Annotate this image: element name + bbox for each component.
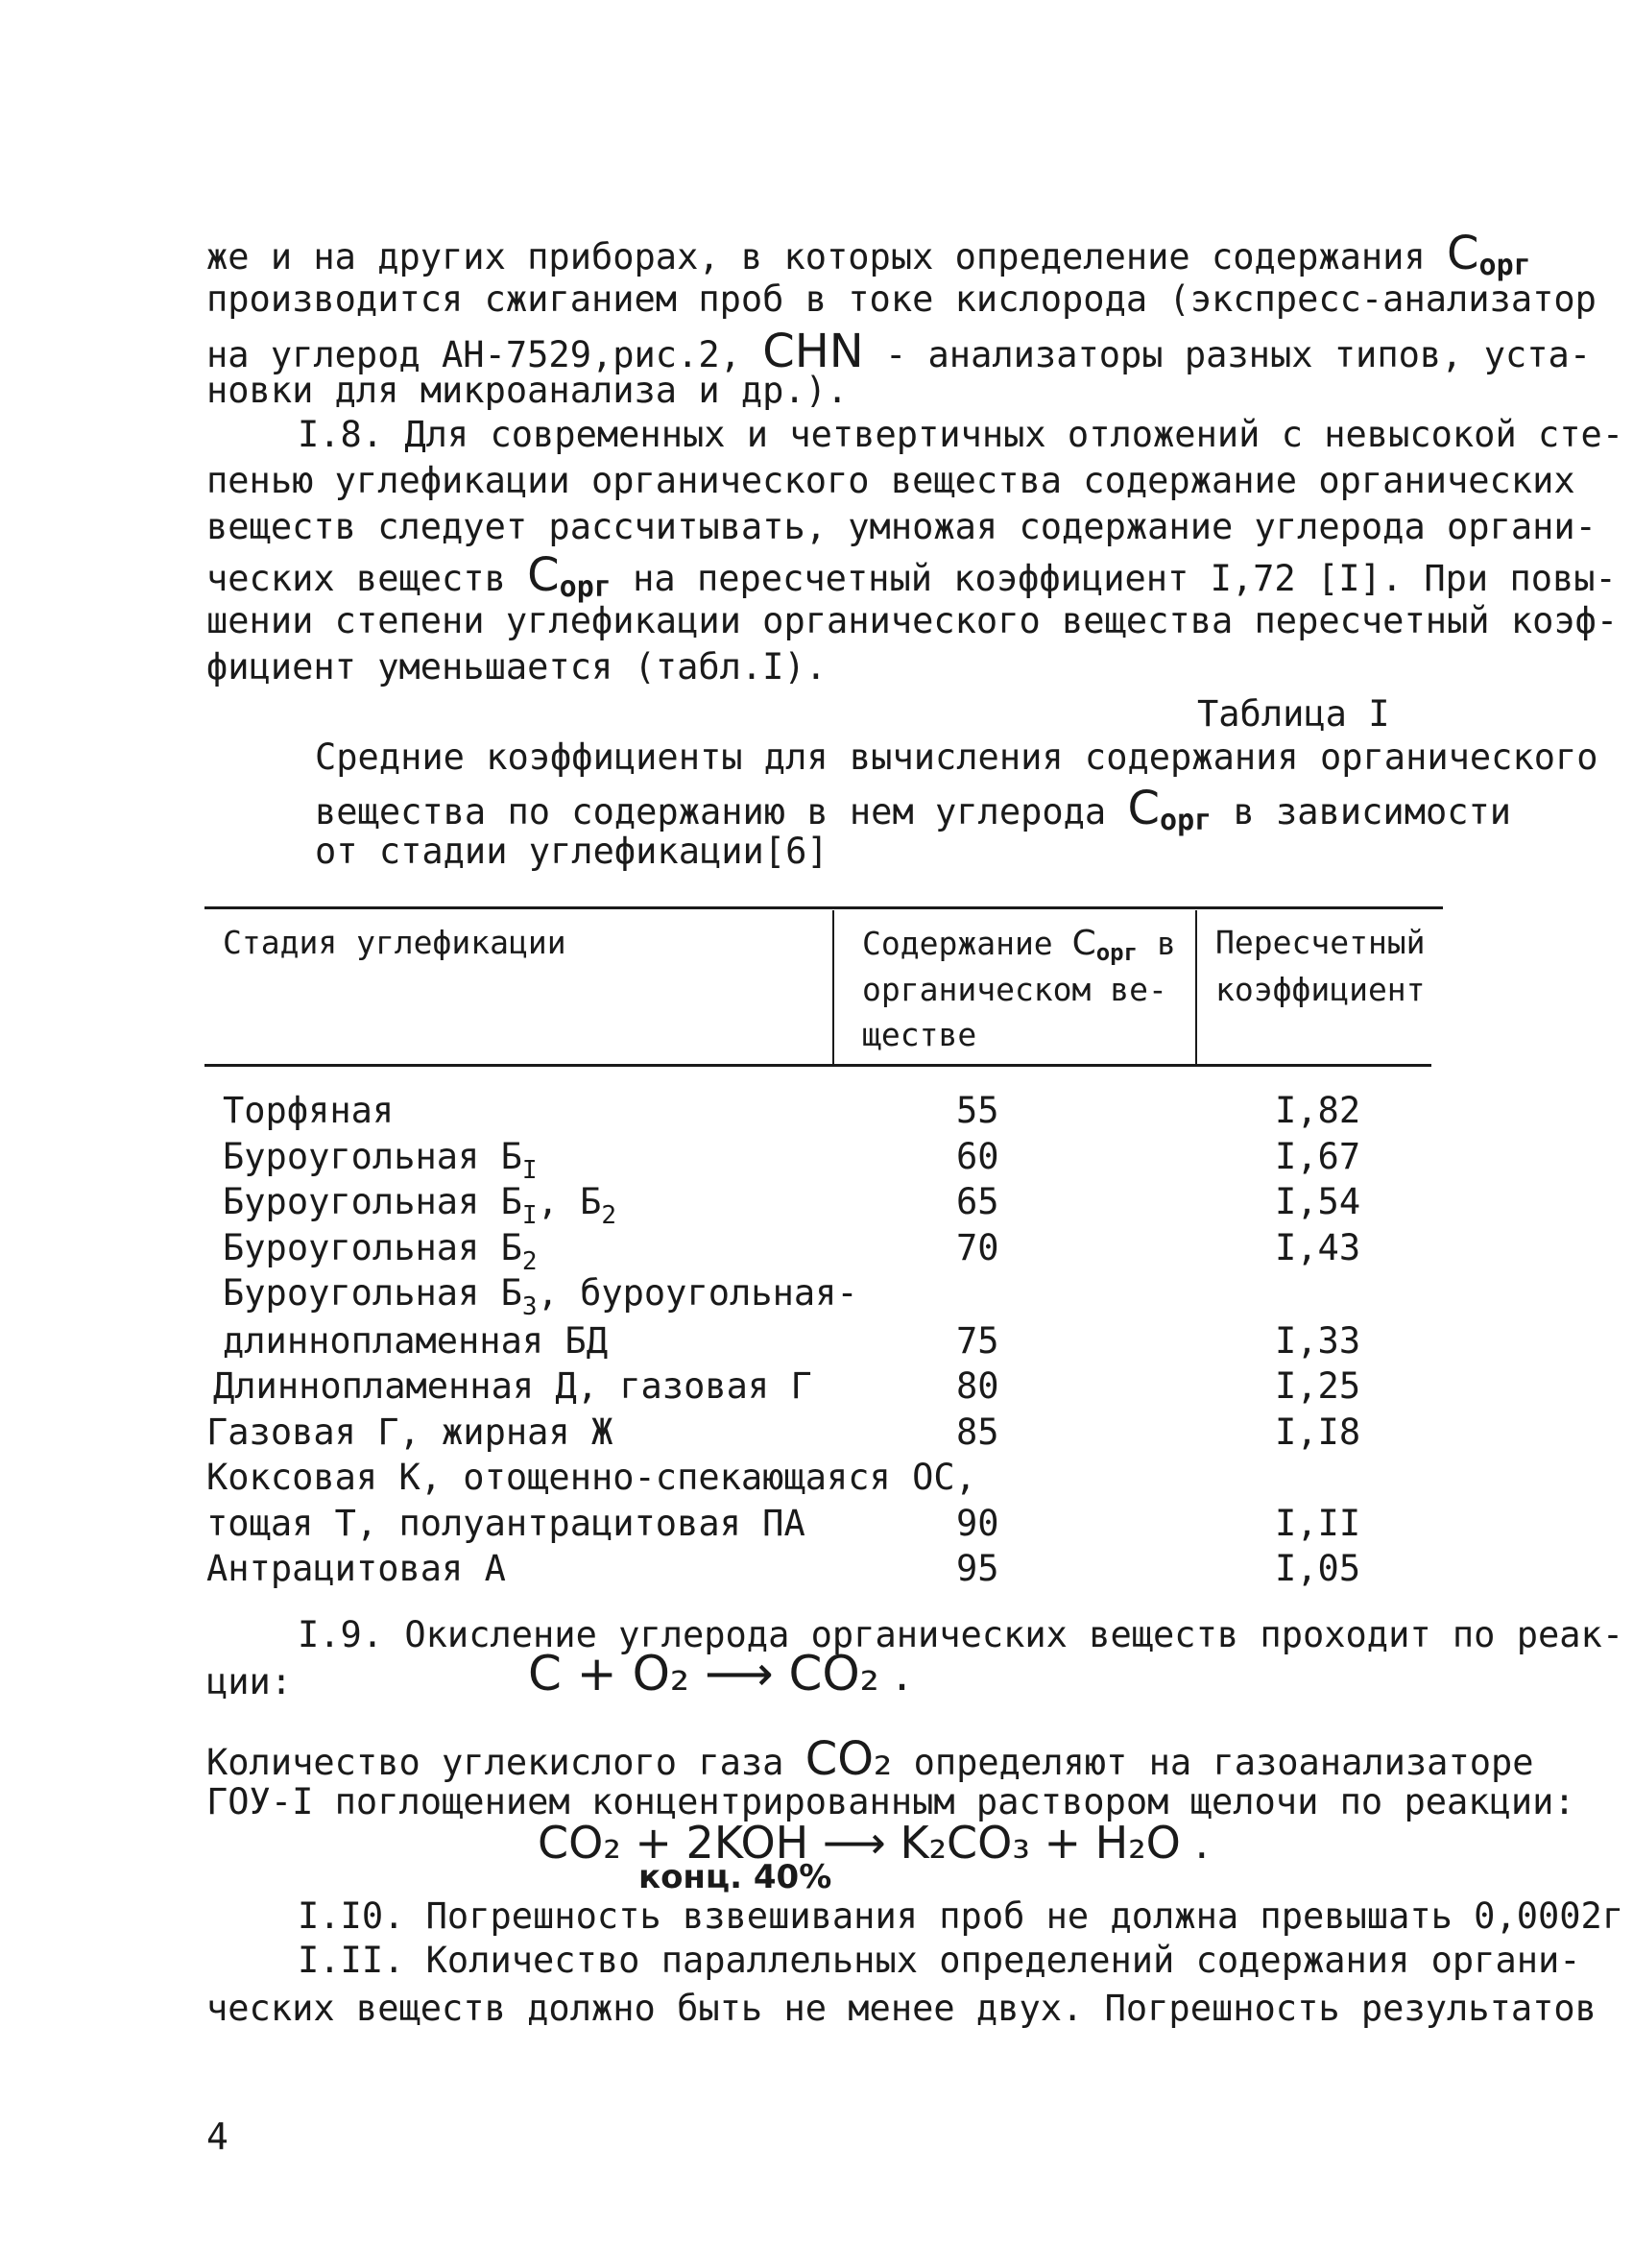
row-name-subscript: 2 bbox=[521, 1247, 538, 1276]
table-row-coef: I,67 bbox=[1275, 1136, 1361, 1177]
row-name-subscript-b: 2 bbox=[601, 1201, 617, 1230]
header-coefficient-line-2: коэффициент bbox=[1215, 971, 1426, 1008]
table-row-coef: I,I8 bbox=[1275, 1411, 1361, 1453]
intro-line-1 bbox=[206, 227, 1531, 282]
co2-text-1b: определяют на газоанализаторе bbox=[913, 1742, 1534, 1783]
co2-line-1 bbox=[206, 1732, 1534, 1786]
table-caption-3: от стадии углефикации[6] bbox=[315, 831, 829, 872]
table-row-coef: I,33 bbox=[1275, 1320, 1361, 1362]
para18-line-2: пенью углефикации органического вещества содержание органических bbox=[206, 460, 1575, 501]
table-row-value: 95 bbox=[956, 1548, 999, 1589]
para110-line-1: I.I0. Погрешность взвешивания проб не должна превышать 0,0002г bbox=[298, 1895, 1624, 1937]
table-row-coef: I,25 bbox=[1275, 1365, 1361, 1407]
table-row-name: Газовая Г, жирная Ж bbox=[206, 1411, 613, 1453]
para111-line-2: ческих веществ должно быть не менее двух. Погрешность результатов bbox=[206, 1988, 1597, 2029]
table-row-name bbox=[223, 1136, 538, 1185]
caption-text-2a: вещества по содержанию в нем углерода bbox=[315, 791, 1107, 832]
header-content-line-2: органическом ве- bbox=[862, 971, 1167, 1008]
row-name-subscript: I bbox=[521, 1201, 538, 1230]
co2-line-2: ГОУ-I поглощением концентрированным раствором щелочи по реакции: bbox=[206, 1781, 1575, 1822]
table-row-value: 85 bbox=[956, 1411, 999, 1453]
table-row-coef: I,82 bbox=[1275, 1090, 1361, 1131]
header-content-line-1 bbox=[862, 924, 1176, 966]
table-row-value: 90 bbox=[956, 1503, 999, 1544]
para18-line-6: фициент уменьшается (табл.I). bbox=[206, 646, 828, 688]
page-number: 4 bbox=[206, 2115, 228, 2158]
row-name-text-b: , Б bbox=[537, 1181, 602, 1222]
row-name-text: Буроугольная Б bbox=[223, 1181, 522, 1222]
table-column-separator-2 bbox=[1195, 910, 1197, 1064]
table-row-name bbox=[223, 1181, 617, 1230]
table-caption-2 bbox=[315, 782, 1512, 837]
row-name-text: Буроугольная Б bbox=[223, 1227, 522, 1268]
table-row-name: Торфяная bbox=[223, 1090, 395, 1131]
table-row-name: Коксовая К, отощенно-спекающаяся ОС, bbox=[206, 1457, 976, 1498]
co2-text-1a: Количество углекислого газа bbox=[206, 1742, 784, 1783]
table-row-name bbox=[223, 1272, 858, 1321]
header-content-text-b: в bbox=[1156, 925, 1176, 962]
para18-text-4b: на пересчетный коэффициент I,72 [I]. При повы- bbox=[633, 558, 1617, 599]
table-row-name bbox=[223, 1227, 538, 1276]
para18-line-3: веществ следует рассчитывать, умножая содержание углерода органи- bbox=[206, 506, 1597, 547]
table-row-name: Антрацитовая А bbox=[206, 1548, 506, 1589]
table-header-rule bbox=[204, 1064, 1431, 1067]
c-org-symbol: C bbox=[527, 548, 560, 602]
table-row-value: 70 bbox=[956, 1227, 999, 1268]
table-row-value: 55 bbox=[956, 1090, 999, 1131]
c-org-subscript: орг bbox=[1095, 939, 1139, 966]
table-row-coef: I,54 bbox=[1275, 1181, 1361, 1222]
c-org-symbol: C bbox=[1071, 924, 1096, 963]
table-row-value: 75 bbox=[956, 1320, 999, 1362]
caption-text-2b: в зависимости bbox=[1233, 791, 1512, 832]
intro-line-4: новки для микроанализа и др.). bbox=[206, 370, 849, 411]
intro-text-1a: же и на других приборах, в которых определение содержания bbox=[206, 236, 1426, 277]
row-name-subscript: 3 bbox=[521, 1292, 538, 1321]
table-row-coef: I,II bbox=[1275, 1503, 1361, 1544]
table-row-coef: I,43 bbox=[1275, 1227, 1361, 1268]
para18-line-4 bbox=[206, 548, 1617, 604]
table-top-rule bbox=[204, 906, 1443, 909]
para19-line-2: ции: bbox=[206, 1661, 293, 1702]
header-coefficient-line-1: Пересчетный bbox=[1215, 924, 1426, 961]
row-name-subscript: I bbox=[521, 1156, 538, 1185]
c-org-symbol: C bbox=[1127, 782, 1161, 835]
table-row-value: 60 bbox=[956, 1136, 999, 1177]
header-content-line-3: ществе bbox=[862, 1016, 977, 1053]
table-column-separator-1 bbox=[832, 910, 834, 1064]
intro-line-3 bbox=[206, 325, 1592, 378]
intro-text-3a: на углерод АН-7529,рис.2, bbox=[206, 334, 741, 375]
c-org-subscript: орг bbox=[1160, 804, 1213, 837]
c-org-subscript: орг bbox=[559, 570, 612, 604]
table-caption-1: Средние коэффициенты для вычисления содержания органического bbox=[315, 736, 1598, 778]
table-row-value: 65 bbox=[956, 1181, 999, 1222]
header-content-text: Содержание bbox=[862, 925, 1053, 962]
table-label: Таблица I bbox=[1197, 693, 1390, 735]
intro-text-3b: - анализаторы разных типов, уста- bbox=[884, 334, 1592, 375]
table-row-value: 80 bbox=[956, 1365, 999, 1407]
reaction-formula-2: CO₂ + 2KOH ⟶ K₂CO₃ + H₂O . bbox=[538, 1817, 1210, 1869]
row-name-text: Буроугольная Б bbox=[223, 1136, 522, 1177]
reaction-formula-1: C + O₂ ⟶ CO₂ . bbox=[528, 1646, 910, 1701]
para18-line-1: I.8. Для современных и четвертичных отложений с невысокой сте- bbox=[298, 414, 1624, 455]
table-row-name: длиннопламенная БД bbox=[223, 1320, 608, 1362]
row-name-text: Буроугольная Б bbox=[223, 1272, 522, 1314]
co2-symbol: CO₂ bbox=[804, 1732, 893, 1786]
reaction-formula-2-note: конц. 40% bbox=[638, 1858, 832, 1896]
table-row-name: Длиннопламенная Д, газовая Г bbox=[213, 1365, 812, 1407]
intro-line-2: производится сжиганием проб в токе кислорода (экспресс-анализатор bbox=[206, 278, 1597, 320]
header-stage: Стадия углефикации bbox=[223, 924, 566, 961]
para111-line-1: I.II. Количество параллельных определений содержания органи- bbox=[298, 1940, 1581, 1981]
para18-text-4a: ческих веществ bbox=[206, 558, 506, 599]
c-org-symbol: C bbox=[1447, 227, 1479, 280]
para18-line-5: шении степени углефикации органического вещества пересчетный коэф- bbox=[206, 600, 1619, 641]
table-row-name: тощая Т, полуантрацитовая ПА bbox=[206, 1503, 805, 1544]
row-name-text-b: , буроугольная- bbox=[537, 1272, 858, 1314]
para19-line-1: I.9. Окисление углерода органических веществ проходит по реак- bbox=[298, 1614, 1624, 1655]
table-row-coef: I,05 bbox=[1275, 1548, 1361, 1589]
chn-symbol: CHN bbox=[762, 325, 864, 378]
c-org-subscript: орг bbox=[1478, 249, 1531, 282]
